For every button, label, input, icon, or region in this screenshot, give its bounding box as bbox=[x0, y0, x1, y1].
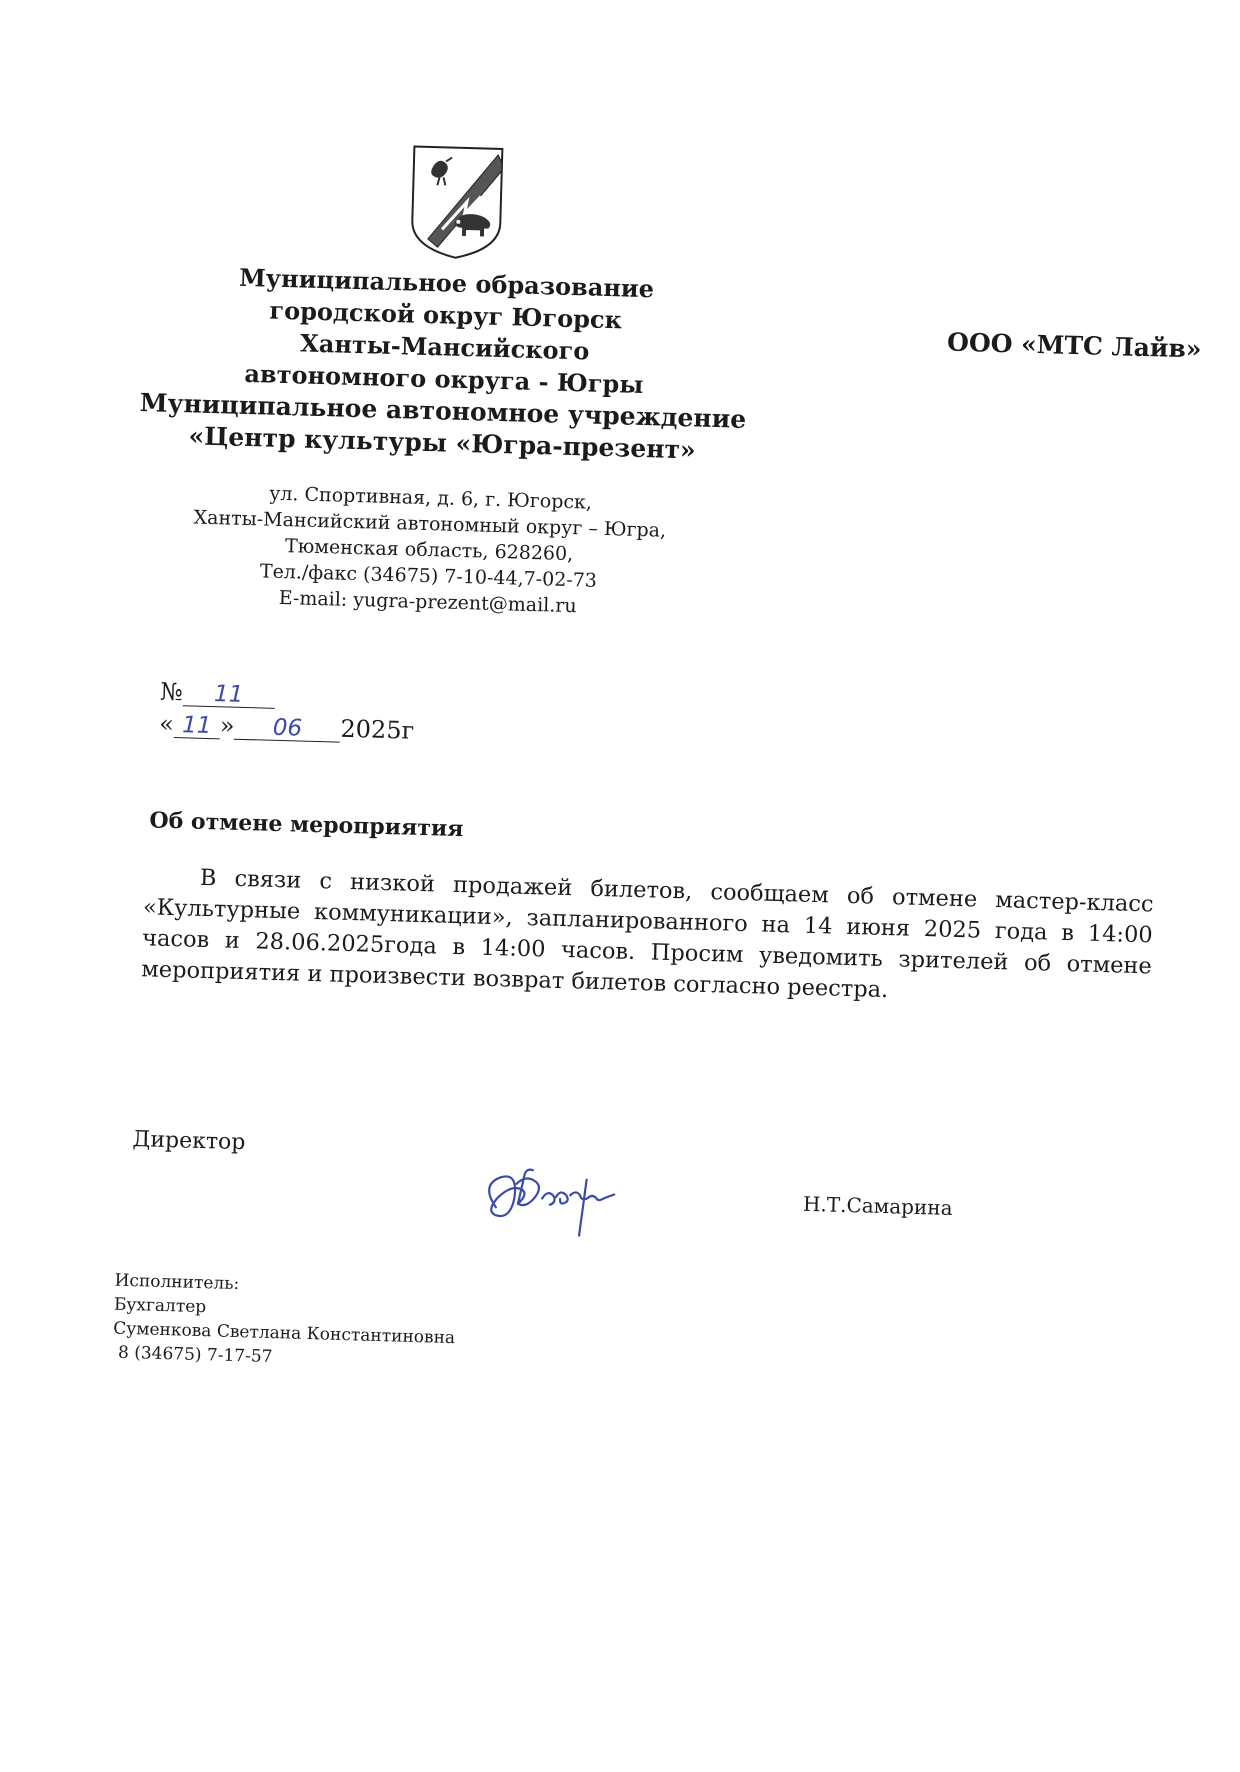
executor-label: Исполнитель: bbox=[114, 1270, 240, 1295]
letter-body: В связи с низкой продажей билетов, сообщаем об отмене мастер-класс «Культурные коммуникации», запланированного на 14 июня 2025 года в 14:00 часов и 28.06.2025года в 14:00 часов. Просим уведомить зрителей об отмене мероприятия и произвести возврат билетов согласно реестра. bbox=[140, 864, 1154, 1004]
number-field bbox=[182, 680, 275, 709]
addressee: ООО «МТС Лайв» bbox=[946, 327, 1202, 364]
coat-of-arms-emblem bbox=[407, 142, 506, 263]
handwritten-day: 11 bbox=[181, 712, 212, 740]
executor-phone: 8 (34675) 7-17-57 bbox=[112, 1342, 273, 1368]
address-line: Тел./факс (34675) 7-10-44,7-02-73 bbox=[259, 560, 598, 592]
subject-line: Об отмене мероприятия bbox=[149, 807, 464, 843]
signer-name: Н.Т.Самарина bbox=[802, 1191, 953, 1220]
address-line: Тюменская область, 628260, bbox=[284, 535, 574, 566]
org-line: автономного округа - Югры bbox=[244, 358, 644, 400]
number-sign: № bbox=[159, 677, 184, 707]
month-field bbox=[234, 714, 341, 743]
address-line: ул. Спортивная, д. 6, г. Югорск, bbox=[268, 482, 593, 514]
executor-block bbox=[112, 1269, 456, 1375]
executor-name: Суменкова Светлана Константиновна bbox=[113, 1318, 456, 1349]
org-line: Муниципальное образование bbox=[238, 262, 655, 304]
email-line: E-mail: yugra-prezent@mail.ru bbox=[278, 586, 577, 618]
institution-line: «Центр культуры «Югра-презент» bbox=[188, 421, 697, 465]
quote-close: » bbox=[219, 711, 235, 740]
signer-position: Директор bbox=[132, 1127, 246, 1156]
organization-header bbox=[132, 259, 757, 468]
handwritten-month: 06 bbox=[272, 714, 303, 742]
org-line: Ханты-Мансийского bbox=[299, 328, 590, 366]
handwritten-number: 11 bbox=[213, 681, 244, 708]
executor-position: Бухгалтер bbox=[113, 1294, 207, 1318]
quote-open: « bbox=[158, 709, 175, 739]
year-text: 2025г bbox=[340, 714, 415, 745]
registration-number bbox=[160, 678, 275, 709]
handwritten-signature bbox=[465, 1146, 668, 1252]
sender-address bbox=[157, 478, 700, 623]
institution-line: Муниципальное автономное учреждение bbox=[139, 387, 747, 434]
address-line: Ханты-Мансийский автономный округ – Югра, bbox=[193, 506, 667, 542]
registration-date bbox=[159, 710, 415, 745]
org-line: городской округ Югорск bbox=[269, 295, 623, 335]
day-field bbox=[173, 712, 220, 739]
